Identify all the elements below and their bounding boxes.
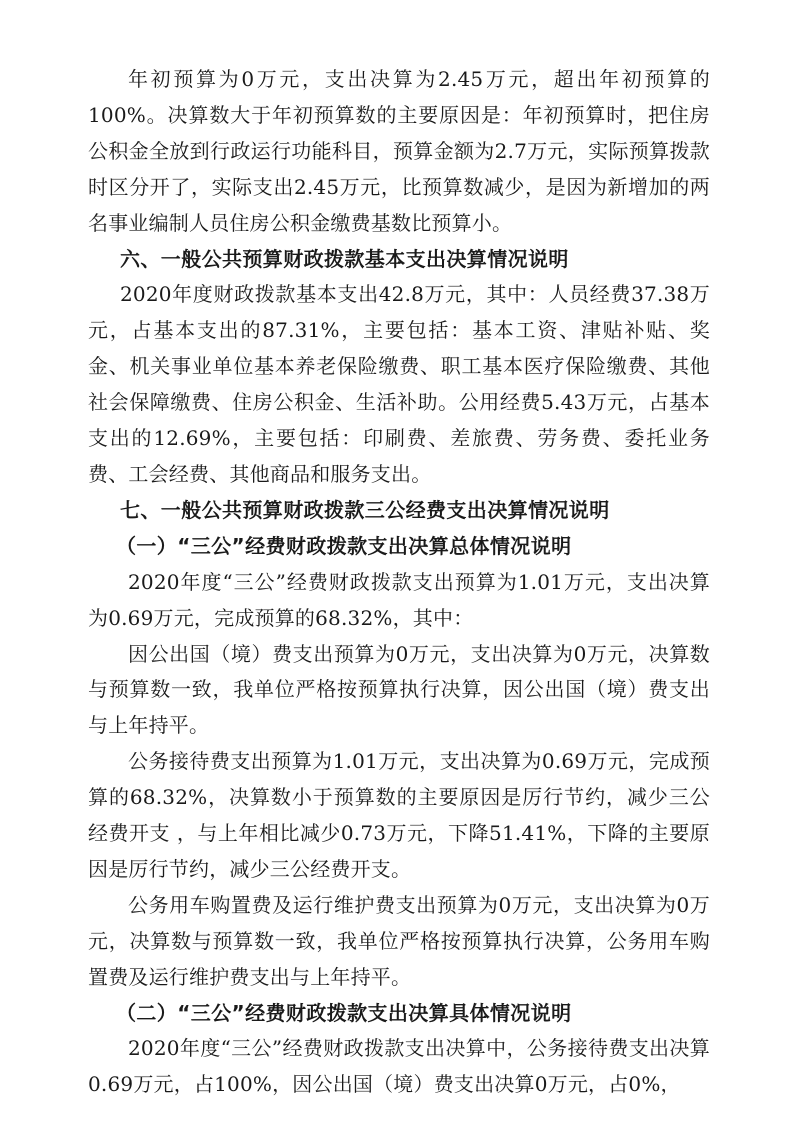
paragraph-official-vehicles: 公务用车购置费及运行维护费支出预算为0万元，支出决算为0万元，决算数与预算数一致，我单位严格按预算执行决算，公务用车购置费及运行维护费支出与上年持平。: [88, 892, 710, 989]
paragraph-basic-expenditure: 2020年度财政拨款基本支出42.8万元，其中：人员经费37.38万元，占基本支出的87.31%，主要包括：基本工资、津贴补贴、奖金、机关事业单位基本养老保险缴费、职工基本医疗保险缴费、其他社会保障缴费、住房公积金、生活补助。公用经费5.43万元，占基本支出的12.69%，主要包括：印刷费、差旅费、劳务费、委托业务费、工会经费、其他商品和服务支出。: [88, 282, 710, 486]
paragraph-housing-fund-explanation: 年初预算为0万元，支出决算为2.45万元，超出年初预算的100%。决算数大于年初预算数的主要原因是：年初预算时，把住房公积金全放到行政运行功能科目，预算金额为2.7万元，实际预算拨款时区分开了，实际支出2.45万元，比预算数减少，是因为新增加的两名事业编制人员住房公积金缴费基数比预算小。: [88, 67, 710, 235]
paragraph-specific-breakdown: 2020年度“三公”经费财政拨款支出决算中，公务接待费支出决算0.69万元，占100%，因公出国（境）费支出决算0万元，占0%，: [88, 1036, 710, 1097]
section-heading-three-public-expenses: 七、一般公共预算财政拨款三公经费支出决算情况说明: [120, 497, 610, 522]
paragraph-official-reception: 公务接待费支出预算为1.01万元，支出决算为0.69万元，完成预算的68.32%，决算数小于预算数的主要原因是厉行节约，减少三公经费开支 ，与上年相比减少0.73万元，下降51.41%，下降的主要原因是厉行节约，减少三公经费开支。: [88, 749, 710, 881]
paragraph-overseas-travel: 因公出国（境）费支出预算为0万元，支出决算为0万元，决算数与预算数一致，我单位严格按预算执行决算，因公出国（境）费支出与上年持平。: [88, 641, 710, 738]
paragraph-overall-budget: 2020年度“三公”经费财政拨款支出预算为1.01万元，支出决算为0.69万元，完成预算的68.32%，其中：: [88, 569, 710, 630]
section-heading-basic-expenditure: 六、一般公共预算财政拨款基本支出决算情况说明: [120, 246, 569, 271]
document-page: [88, 62, 710, 1103]
subheading-specific-situation: （二）“三公”经费财政拨款支出决算具体情况说明: [116, 1000, 572, 1025]
subheading-overall-situation: （一）“三公”经费财政拨款支出决算总体情况说明: [116, 533, 572, 558]
